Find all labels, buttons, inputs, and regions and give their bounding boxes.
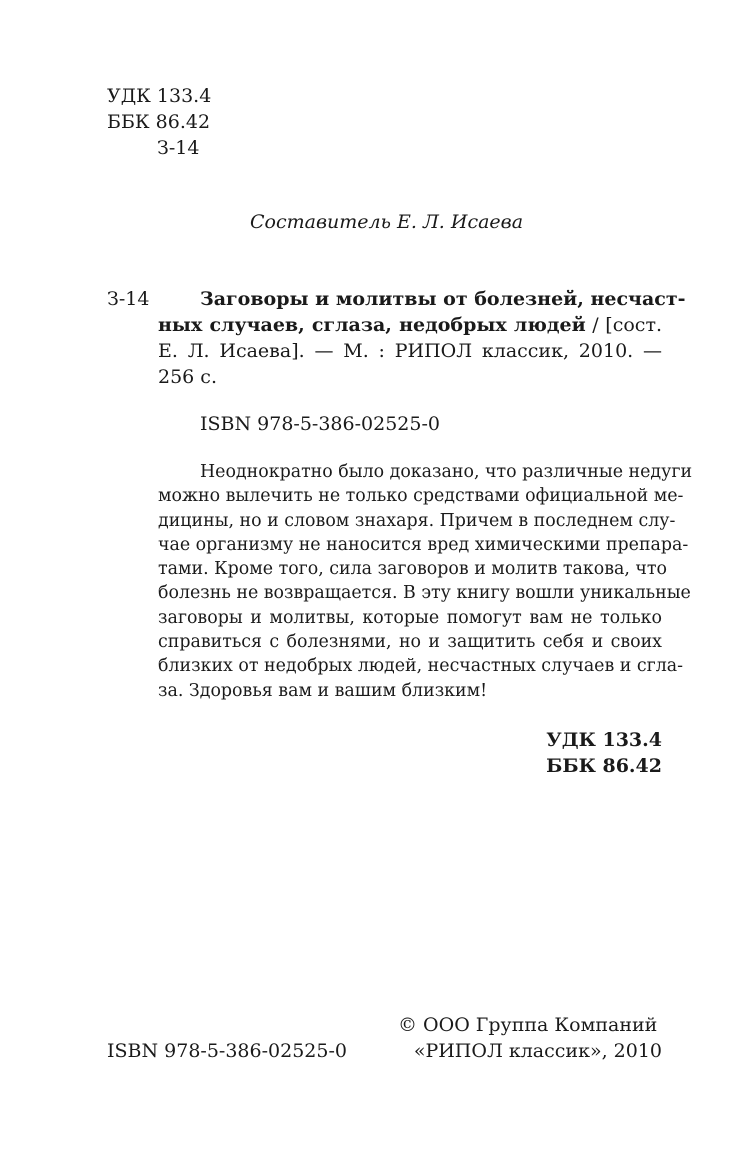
bib-publisher-line: Е. Л. Исаева]. — М. : РИПОЛ классик, 2010. —	[158, 340, 662, 362]
bib-title-rest: / [сост.	[585, 314, 662, 336]
copyright-year: «РИПОЛ классик», 2010	[413, 1040, 662, 1062]
annotation-line: болезнь не возвращается. В эту книгу вошли уникальные	[158, 583, 691, 604]
annotation-line: дицины, но и словом знахаря. Причем в последнем слу-	[158, 510, 676, 531]
annotation-line: тами. Кроме того, сила заговоров и молитв такова, что	[158, 559, 668, 580]
annotation-line: Неоднократно было доказано, что различные недуги	[200, 462, 693, 482]
annotation	[158, 460, 693, 703]
footer-isbn: ISBN 978-5-386-02525-0	[107, 1040, 347, 1062]
udk-code-bottom: УДК 133.4	[546, 729, 662, 751]
annotation-line: заговоры и молитвы, которые помогут вам не только	[158, 607, 662, 628]
annotation-line: справиться с болезнями, но и защитить себя и своих	[158, 632, 662, 653]
bib-isbn: ISBN 978-5-386-02525-0	[200, 413, 440, 435]
annotation-line: чае организму не наносится вред химическими препара-	[158, 534, 689, 555]
bib-page-count: 256 с.	[158, 366, 217, 388]
bib-title-bold: ных случаев, сглаза, недобрых людей	[158, 314, 586, 336]
bib-title-line-1: Заговоры и молитвы от болезней, несчаст-	[200, 288, 686, 310]
udk-code: УДК 133.4	[107, 85, 212, 107]
author-mark: З-14	[157, 137, 200, 159]
annotation-line: близких от недобрых людей, несчастных случаев и сгла-	[158, 656, 684, 677]
bbk-code-bottom: ББК 86.42	[546, 755, 662, 777]
annotation-line: за. Здоровья вам и вашим близким!	[158, 680, 488, 701]
bib-author-mark: З-14	[107, 288, 150, 310]
compiler-credit: Составитель Е. Л. Исаева	[250, 211, 524, 233]
copyright-holder: © ООО Группа Компаний	[398, 1014, 658, 1036]
annotation-line: можно вылечить не только средствами официальной ме-	[158, 486, 684, 507]
bbk-code: ББК 86.42	[107, 111, 211, 133]
bib-title-line-2	[158, 313, 662, 337]
